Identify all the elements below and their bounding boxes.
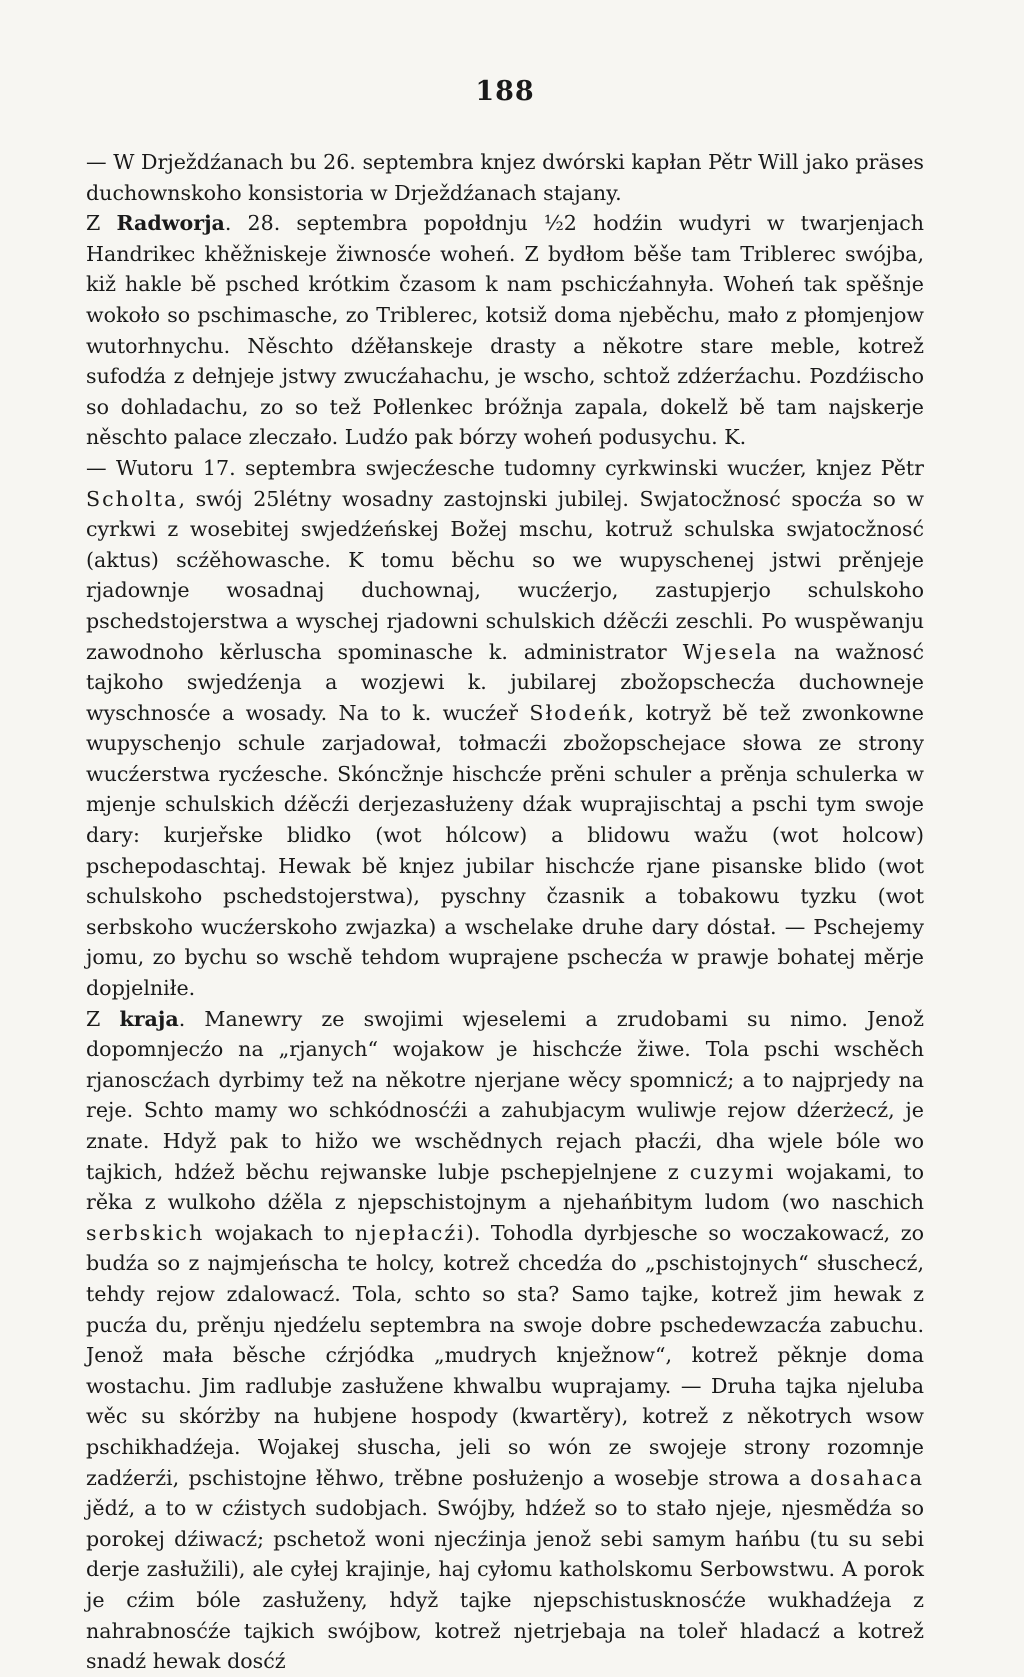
name-wjesela: Wjesela <box>682 639 779 664</box>
text-segment: Z <box>86 211 117 236</box>
body-text <box>86 147 924 1677</box>
name-slodenk: Słodeńk <box>529 700 628 725</box>
text-segment: . 28. septembra popołdnju ½2 hodźin wudyri w twarjenjach Handrikec khěžniskeje žiwnosće woheń. Z bydłom běše tam Triblerec swójba, kiž hakle bě psched krótkim čzasom k nam pschicźahnyła. Woheń tak spěšnje wokoło so pschimasche, zo Triblerec, kotsiž doma njeběchu, mało z płomjenjow wutorhnychu. Něschto dźěłanskeje drasty a někotre stare meble, kotrež sufodźa z dełnjeje jstwy zwucźahachu, je wscho, schtož zdźerźachu. Pozdźischo so dohladachu, zo so tež Połlenkec bróžnja zapala, dokelž bě tam najskerje něschto palace zleczało. Ludźo pak bórzy woheń podusychu. <box>86 211 925 450</box>
paragraph-jubilej <box>86 453 924 1004</box>
text-segment: , swój 25létny wosadny zastojnski jubilej. Swjatocžnosć spocźa so w cyrkwi z wosebitej swjedźeńskej Božej mschu, kotruž schulska swjatocžnosć (aktus) scźěhowasche. K tomu běchu so we wupyschenej jstwi prěnjeje rjadownje wosadnaj duchownaj, wucźerjo, zastupjerjo schulskoho pschedstojerstwa a wyschej rjadowni schulskich dźěcźi zeschli. Po wuspěwanju zawodnoho kěrluscha spominasche k. administrator <box>86 486 924 664</box>
emphasis-serbskich: serbskich <box>86 1220 205 1245</box>
emphasis-dosahaca: dosahaca <box>810 1465 924 1490</box>
emphasis-cuzymi: cuzymi <box>689 1159 776 1184</box>
text-segment: ). Tohodla dyrbjesche so woczakowacź, zo budźa so z najmjeńscha te holcy, kotrež chcedźa do „pschistojnych“ słuschecź, tehdy rejow zdalowacź. Tola, schto so sta? Samo tajke, kotrež jim hewak z pucźa du, prěnju njedźelu septembra na swoje dobre pschedewzacźa zabuchu. Jenož mała běsche cźrjódka „mudrych knježnow“, kotrež pěknje doma wostachu. Jim radlubje zasłužene khwalbu wuprajamy. — Druha tajka njeluba wěc su skórżby na hubjene hospody (kwartěry), kotrež z někotrych wsow pschikhadźeja. Wojakej słuscha, jeli so wón ze swojeje strony rozomnje zadźerźi, pschistojne łěhwo, trěbne posłużenjo a wosebje strowa a <box>86 1220 924 1490</box>
name-scholta: Scholta <box>86 486 179 511</box>
page-number: 188 <box>475 76 535 107</box>
paragraph-kraja <box>86 1004 924 1677</box>
text-segment: wojakach to <box>204 1220 355 1245</box>
place-heading-radworja: Radworja <box>116 211 225 236</box>
text-segment: — Wutoru 17. septembra swjecźesche tudomny cyrkwinski wucźer, knjez Pětr <box>86 455 924 480</box>
paragraph-drjezdzany <box>86 147 924 208</box>
text-segment: na wažnosć tajkoho swjedźenja a wozjewi k. jubilarej zbožopschecźa duchowneje wyschnosće a wosady. Na to k. wucźeř <box>86 639 925 725</box>
paragraph-radworja <box>86 208 924 453</box>
text-segment: Z <box>86 1006 120 1031</box>
paragraph-text: — W Drježdźanach bu 26. septembra knjez dwórski kapłan Pětr Will jako präses duchownskoho konsistoria w Drježdźanach stajany. <box>86 150 924 205</box>
text-segment: , kotryž bě tež zwonkowne wupyschenjo schule zarjadował, tołmacźi zbožopschejace słowa ze strony wucźerstwa rycźesche. Skóncžnje hischcźe prěni schuler a prěnja schulerka w mjenje schulskich dźěcźi derjezasłużeny dźak wuprajischtaj a pschi tym swoje dary: kurjeřske blidko (wot hólcow) a blidowu wažu (wot holcow) pschepodaschtaj. Hewak bě knjez jubilar hischcźe rjane pisanske blido (wot schulskoho pschedstojerstwa), pyschny čzasnik a tobakowu tyzku (wot serbskoho wucźerskoho zwjazka) a wschelake druhe dary dóstał. — Pschejemy jomu, zo bychu so wschě tehdom wuprajene pschecźa w prawje bohatej měrje dopjelniłe. <box>86 700 924 1001</box>
text-segment: . Manewry ze swojimi wjeselemi a zrudobami su nimo. Jenož dopomnjecźo na „rjanych“ wojakow je hischcźe žiwe. Tola pschi wschěch rjanoscźach dyrbimy tež na někotre njerjane wěcy spomnicź; a to najprjedy na reje. Schto mamy wo schkódnosćźi a zahubjacym wuliwje rejow dźerżecź, je znate. Hdyž pak to hižo we wschědnych rejach płacźi, dha wjele bóle wo tajkich, hdźež běchu rejwanske lubje pschepjelnjene z <box>86 1006 924 1184</box>
text-segment: jědź, a to w cźistych sudobjach. Swójby, hdźež so to stało njeje, njesmědźa so porokej dźiwacź; pschetož woni njecźinja jenož sebi samym hańbu (tu su sebi derje zasłužili), ale cyłej krajinje, haj cyłomu katholskomu Serbowstwu. A porok je cźim bóle zasłuženy, hdyž tajke njepschistusknosćźe wukhadźeja z nahrabnosćźe tajkich swójbow, kotrež njetrjebaja na toleř hladacź a kotrež snadź hewak dosćź <box>86 1496 924 1674</box>
author-signature: K. <box>724 425 747 450</box>
place-heading-kraja: kraja <box>119 1006 179 1031</box>
emphasis-njeplaci: njepłacźi <box>354 1220 466 1245</box>
text-segment: wojakami, to rěka z wulkoho dźěla z njepschistojnym a njehańbitym ludom (wo naschich <box>86 1159 924 1215</box>
